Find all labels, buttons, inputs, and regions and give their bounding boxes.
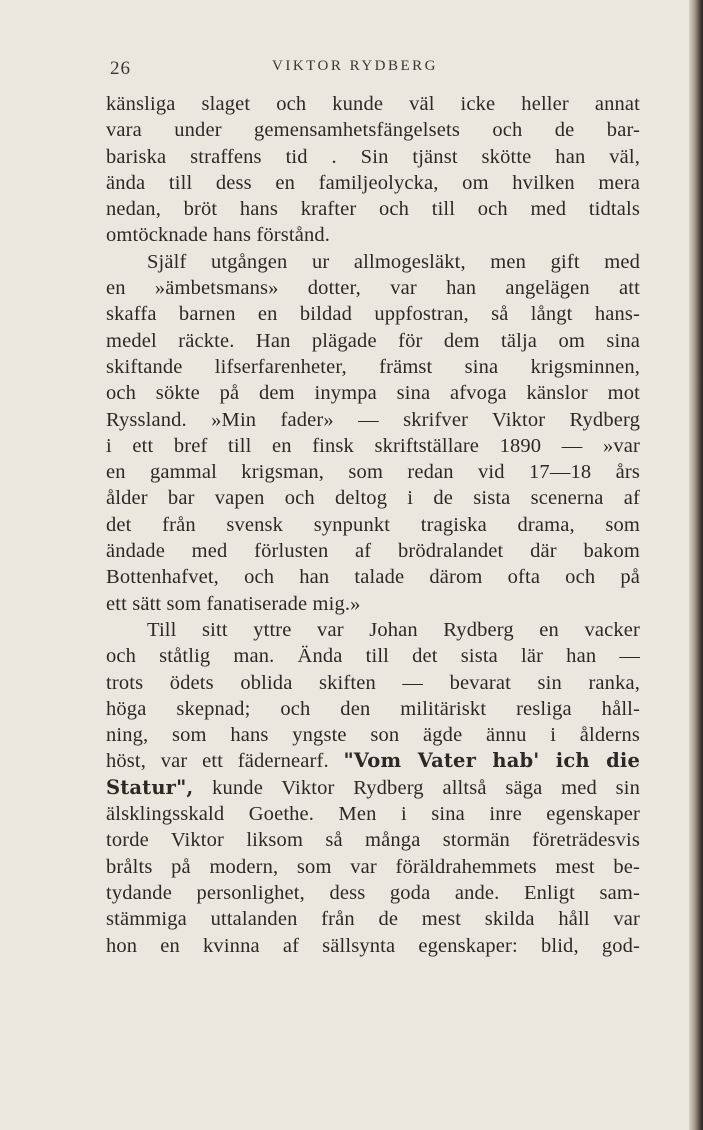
fraktur-quote: "Vom Vater hab' ich die — [343, 749, 640, 773]
text-line: ändade med förlusten af brödralandet där bakom — [106, 540, 640, 563]
text-line: Statur", kunde Viktor Rydberg alltså säga med sin — [106, 775, 640, 799]
page-edge-shadow — [689, 0, 703, 1130]
text-line: bariska straffens tid . Sin tjänst skötte han väl, — [106, 145, 640, 168]
text-line: höst, var ett fädernearf. "Vom Vater hab' ich die — [106, 749, 640, 773]
text-line: vara under gemensamhetsfängelsets och de bar- — [106, 119, 640, 142]
body-text — [106, 91, 640, 959]
text-line: medel räckte. Han plägade för dem tälja om sina — [106, 329, 640, 352]
text-line: höga skepnad; och den militäriskt resliga håll- — [106, 697, 640, 720]
text-line: en »ämbetsmans» dotter, var han angelägen att — [106, 277, 640, 300]
text-line: brålts på modern, som var föräldrahemmets mest be- — [106, 855, 640, 878]
text-line: Själf utgången ur allmogesläkt, men gift med — [147, 250, 640, 273]
text-line: torde Viktor liksom så många stormän företrädesvis — [106, 829, 640, 852]
text-line: ända till dess en familjeolycka, om hvilken mera — [106, 171, 640, 194]
page-header — [110, 58, 600, 88]
text-line: Ryssland. »Min fader» — skrifver Viktor Rydberg — [106, 408, 640, 431]
text-line: trots ödets oblida skiften — bevarat sin ranka, — [106, 671, 640, 694]
text-line: Till sitt yttre var Johan Rydberg en vacker — [147, 618, 640, 641]
text-line: hon en kvinna af sällsynta egenskaper: blid, god- — [106, 934, 640, 957]
text-line: det från svensk synpunkt tragiska drama, som — [106, 513, 640, 536]
text-line: ning, som hans yngste son ägde ännu i ålderns — [106, 724, 640, 747]
text-line: tydande personlighet, dess goda ande. Enligt sam- — [106, 881, 640, 904]
text-line: Bottenhafvet, och han talade därom ofta och på — [106, 566, 640, 589]
text-line: och ståtlig man. Ända till det sista lär han — — [106, 645, 640, 668]
text-line: nedan, bröt hans krafter och till och med tidtals — [106, 198, 640, 221]
text-line: känsliga slaget och kunde väl icke heller annat — [106, 93, 640, 115]
text-line: älsklingsskald Goethe. Men i sina inre egenskaper — [106, 803, 640, 826]
text-line: skaffa barnen en bildad uppfostran, så långt hans- — [106, 303, 640, 326]
text-line: stämmiga uttalanden från de mest skilda håll var — [106, 908, 640, 931]
text-line: en gammal krigsman, som redan vid 17—18 års — [106, 461, 640, 484]
text-line: omtöcknade hans förstånd. — [106, 224, 331, 247]
page-number: 26 — [110, 58, 131, 79]
text-line: ålder bar vapen och deltog i de sista scenerna af — [106, 487, 640, 510]
text-line: i ett bref till en finsk skriftställare 1890 — »var — [106, 434, 640, 457]
text-line: och sökte på dem inympa sina afvoga känslor mot — [106, 382, 640, 405]
text-line: skiftande lifserfarenheter, främst sina krigsminnen, — [106, 355, 640, 378]
running-title: VIKTOR RYDBERG — [272, 58, 438, 74]
text-line: ett sätt som fanatiserade mig.» — [106, 592, 361, 615]
fraktur-quote: Statur", — [106, 775, 194, 799]
